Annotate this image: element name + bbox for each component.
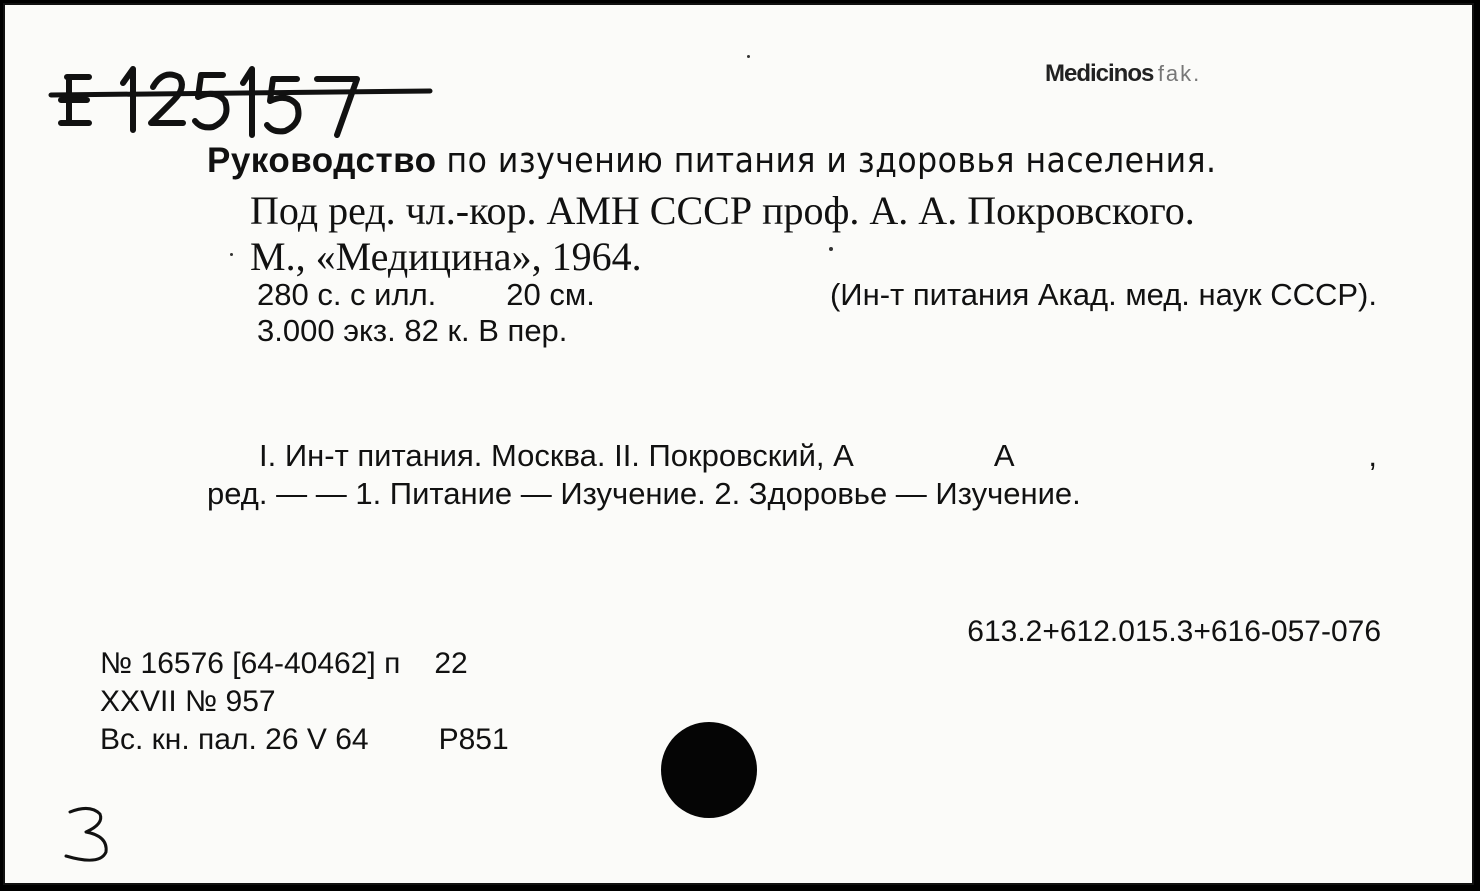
dust-speck [747, 55, 750, 58]
publisher-line: М., «Медицина», 1964. [250, 234, 642, 279]
title-rest: по изучению питания и здоровья населения. [446, 141, 1217, 181]
handwritten-corner-drawing [60, 800, 120, 870]
series-note: (Ин-т питания Акад. мед. наук СССР). [829, 277, 1377, 312]
chamber-date: Вс. кн. пал. 26 V 64 [100, 723, 369, 756]
registry-row-3 [100, 721, 620, 759]
heading-part-b: А [993, 438, 1015, 473]
registry-row-2: XXVII № 957 [100, 685, 276, 718]
chamber-code: Р851 [438, 723, 509, 756]
stamp-faded-text: fak. [1157, 61, 1202, 86]
book-size: 20 см. [506, 277, 595, 312]
registry-number: № 16576 [64-40462] п [100, 647, 401, 680]
title-lead-word: Руководство [207, 141, 437, 180]
physical-row-2 [257, 313, 1377, 349]
catalog-card [3, 3, 1474, 885]
physical-row-1 [257, 277, 1377, 313]
physical-description [257, 277, 1377, 349]
punch-hole [661, 722, 757, 818]
dust-speck [230, 253, 233, 256]
editor-line: Под ред. чл.-кор. АМН СССР проф. А. А. Покровского. [250, 188, 1195, 233]
book-title [207, 138, 1387, 183]
registry-row-1 [100, 645, 620, 683]
heading-part-a: I. Ин-т питания. Москва. II. Покровский, А [259, 438, 854, 473]
heading-part-c: , [1368, 438, 1377, 473]
registry-code: 22 [434, 647, 468, 680]
dust-speck [829, 247, 833, 251]
handwritten-number-drawing [45, 55, 445, 140]
udc-classification: 613.2+612.015.3+616-057-076 [967, 615, 1381, 648]
imprint-block [250, 188, 1390, 280]
headings-row-2: ред. — — 1. Питание — Изучение. 2. Здоровье — Изучение. [207, 476, 1081, 511]
handwritten-corner-mark [60, 800, 120, 870]
stamp-main-text: Medicinos [1045, 60, 1154, 87]
print-run-price: 3.000 экз. 82 к. В пер. [257, 313, 568, 348]
registry-block [100, 645, 620, 759]
headings-row-1 [207, 437, 1377, 475]
page-count: 280 с. с илл. [257, 277, 437, 312]
library-stamp [1045, 60, 1355, 110]
subject-headings [207, 437, 1377, 513]
handwritten-inventory-number [45, 55, 445, 140]
